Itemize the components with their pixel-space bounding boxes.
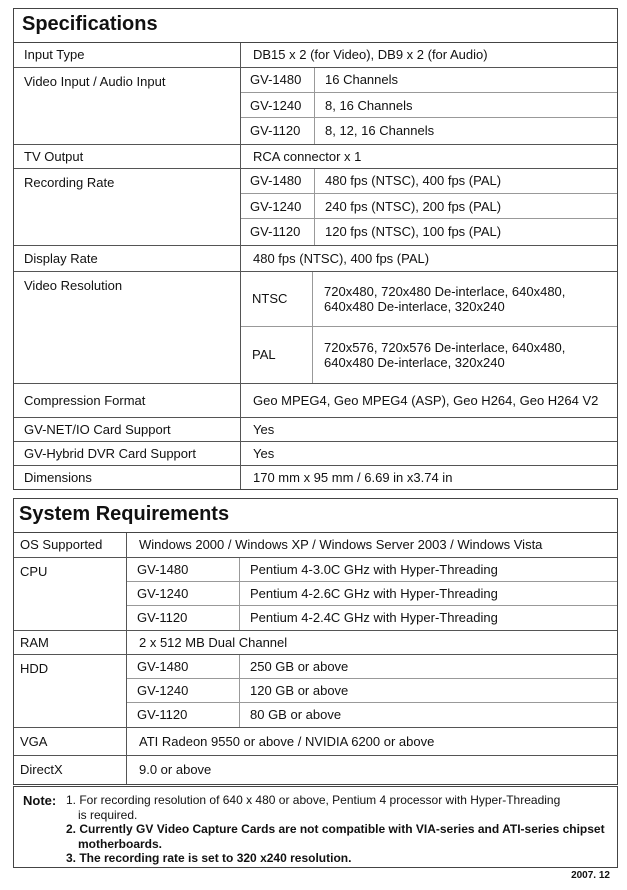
channels-cell: 16 Channels <box>325 72 398 88</box>
spec-value-gv-net-io: Yes <box>241 417 618 441</box>
video-audio-input-subtable <box>241 68 617 144</box>
list-item <box>66 822 606 851</box>
table-row <box>14 417 617 441</box>
spec-label-tv-output: TV Output <box>14 144 241 168</box>
table-row <box>14 755 617 784</box>
model-cell: GV-1480 <box>127 558 240 582</box>
table-row <box>14 271 617 383</box>
spec-value-dimensions: 170 mm x 95 mm / 6.69 in x3.74 in <box>241 465 618 489</box>
system-requirements-title: System Requirements <box>14 499 617 533</box>
spec-label-recording-rate: Recording Rate <box>14 168 241 245</box>
resolution-line: 720x576, 720x576 De-interlace, 640x480, <box>324 339 566 355</box>
model-cell: GV-1480 <box>241 68 315 93</box>
specifications-section <box>13 8 618 490</box>
sys-value-ram: 2 x 512 MB Dual Channel <box>127 630 618 654</box>
cpu-cell: Pentium 4-2.6C GHz with Hyper-Threading <box>240 582 618 606</box>
spec-label-gv-net-io: GV-NET/IO Card Support <box>14 417 241 441</box>
spec-label-display-rate: Display Rate <box>14 245 241 271</box>
specifications-table <box>14 43 617 489</box>
sys-label-directx: DirectX <box>14 755 127 784</box>
rate-cell: 240 fps (NTSC), 200 fps (PAL) <box>315 194 618 219</box>
list-item <box>66 851 606 866</box>
system-requirements-table <box>14 533 617 784</box>
cpu-cell: Pentium 4-3.0C GHz with Hyper-Threading <box>250 561 498 577</box>
table-row <box>14 441 617 465</box>
sys-label-os: OS Supported <box>14 533 127 557</box>
cpu-subtable <box>127 558 617 630</box>
model-cell: GV-1120 <box>127 606 240 630</box>
spec-label-gv-hybrid: GV-Hybrid DVR Card Support <box>14 441 241 465</box>
channels-cell: 8, 12, 16 Channels <box>315 118 618 144</box>
sys-label-cpu: CPU <box>14 557 127 630</box>
model-cell: GV-1120 <box>127 703 240 727</box>
resolution-cell <box>313 272 618 327</box>
spec-value-display-rate: 480 fps (NTSC), 400 fps (PAL) <box>241 245 618 271</box>
model-cell: GV-1240 <box>241 93 315 118</box>
resolution-line: 640x480 De-interlace, 320x240 <box>324 298 505 314</box>
channels-cell: 8, 16 Channels <box>315 93 618 118</box>
document-date: 2007. 12 <box>571 870 610 881</box>
model-cell: GV-1120 <box>241 118 315 144</box>
resolution-line: 720x480, 720x480 De-interlace, 640x480, <box>324 283 566 299</box>
note-label: Note: <box>23 793 57 808</box>
spec-label-compression-format: Compression Format <box>14 383 241 417</box>
table-row <box>127 582 617 606</box>
model-cell: GV-1120 <box>241 219 315 245</box>
table-row <box>14 557 617 630</box>
table-row <box>241 118 617 144</box>
table-row <box>241 169 617 194</box>
video-resolution-subtable <box>241 272 617 383</box>
table-row <box>14 654 617 727</box>
spec-value-compression-format: Geo MPEG4, Geo MPEG4 (ASP), Geo H264, Geo H264 V2 <box>241 383 618 417</box>
table-row <box>127 558 617 582</box>
table-row <box>14 43 617 67</box>
note-line: 1. For recording resolution of 640 x 480 or above, Pentium 4 processor with Hyper-Threading <box>66 793 561 807</box>
table-row <box>241 219 617 245</box>
spec-value-input-type: DB15 x 2 (for Video), DB9 x 2 (for Audio) <box>253 47 488 63</box>
note-line: 3. The recording rate is set to 320 x240 resolution. <box>66 851 352 866</box>
list-item <box>66 793 606 822</box>
hdd-cell: 250 GB or above <box>250 658 349 674</box>
model-cell: GV-1240 <box>127 679 240 703</box>
model-cell: GV-1240 <box>241 194 315 219</box>
cpu-cell: Pentium 4-2.4C GHz with Hyper-Threading <box>240 606 618 630</box>
table-row <box>14 245 617 271</box>
note-line: motherboards. <box>78 836 163 851</box>
rate-cell: 120 fps (NTSC), 100 fps (PAL) <box>315 219 618 245</box>
table-row <box>127 679 617 703</box>
table-row <box>127 703 617 727</box>
spec-value-tv-output: RCA connector x 1 <box>241 144 618 168</box>
table-row <box>241 194 617 219</box>
resolution-cell <box>313 327 618 383</box>
table-row <box>14 144 617 168</box>
standard-cell: NTSC <box>241 272 313 327</box>
model-cell: GV-1480 <box>127 655 240 679</box>
table-row <box>241 327 617 383</box>
recording-rate-subtable <box>241 169 617 245</box>
sys-label-ram: RAM <box>14 630 127 654</box>
note-line: 2. Currently GV Video Capture Cards are not compatible with VIA-series and ATI-series chipset <box>66 822 605 837</box>
note-box <box>13 786 618 868</box>
hdd-cell: 120 GB or above <box>240 679 618 703</box>
note-list <box>66 793 606 866</box>
table-row <box>127 655 617 679</box>
spec-label-video-audio-input: Video Input / Audio Input <box>14 67 241 144</box>
spec-label-dimensions: Dimensions <box>14 465 241 489</box>
sys-value-vga: ATI Radeon 9550 or above / NVIDIA 6200 or above <box>127 727 618 755</box>
table-row <box>14 727 617 755</box>
note-line: is required. <box>78 807 138 822</box>
table-row <box>127 606 617 630</box>
hdd-cell: 80 GB or above <box>240 703 618 727</box>
spec-value-gv-hybrid: Yes <box>241 441 618 465</box>
table-row <box>14 630 617 654</box>
table-row <box>241 272 617 327</box>
spec-label-input-type: Input Type <box>14 43 241 67</box>
table-row <box>241 68 617 93</box>
rate-cell: 480 fps (NTSC), 400 fps (PAL) <box>325 173 502 189</box>
hdd-subtable <box>127 655 617 727</box>
table-row <box>14 533 617 557</box>
spec-label-video-resolution: Video Resolution <box>14 271 241 383</box>
table-row <box>14 383 617 417</box>
sys-value-os: Windows 2000 / Windows XP / Windows Server 2003 / Windows Vista <box>139 537 543 553</box>
model-cell: GV-1480 <box>241 169 315 194</box>
sys-label-hdd: HDD <box>14 654 127 727</box>
table-row <box>241 93 617 118</box>
resolution-line: 640x480 De-interlace, 320x240 <box>324 354 505 370</box>
system-requirements-section <box>13 498 618 785</box>
table-row <box>14 67 617 144</box>
sys-value-directx: 9.0 or above <box>127 755 618 784</box>
specifications-title: Specifications <box>14 9 617 43</box>
model-cell: GV-1240 <box>127 582 240 606</box>
table-row <box>14 465 617 489</box>
standard-cell: PAL <box>241 327 313 383</box>
table-row <box>14 168 617 245</box>
sys-label-vga: VGA <box>14 727 127 755</box>
